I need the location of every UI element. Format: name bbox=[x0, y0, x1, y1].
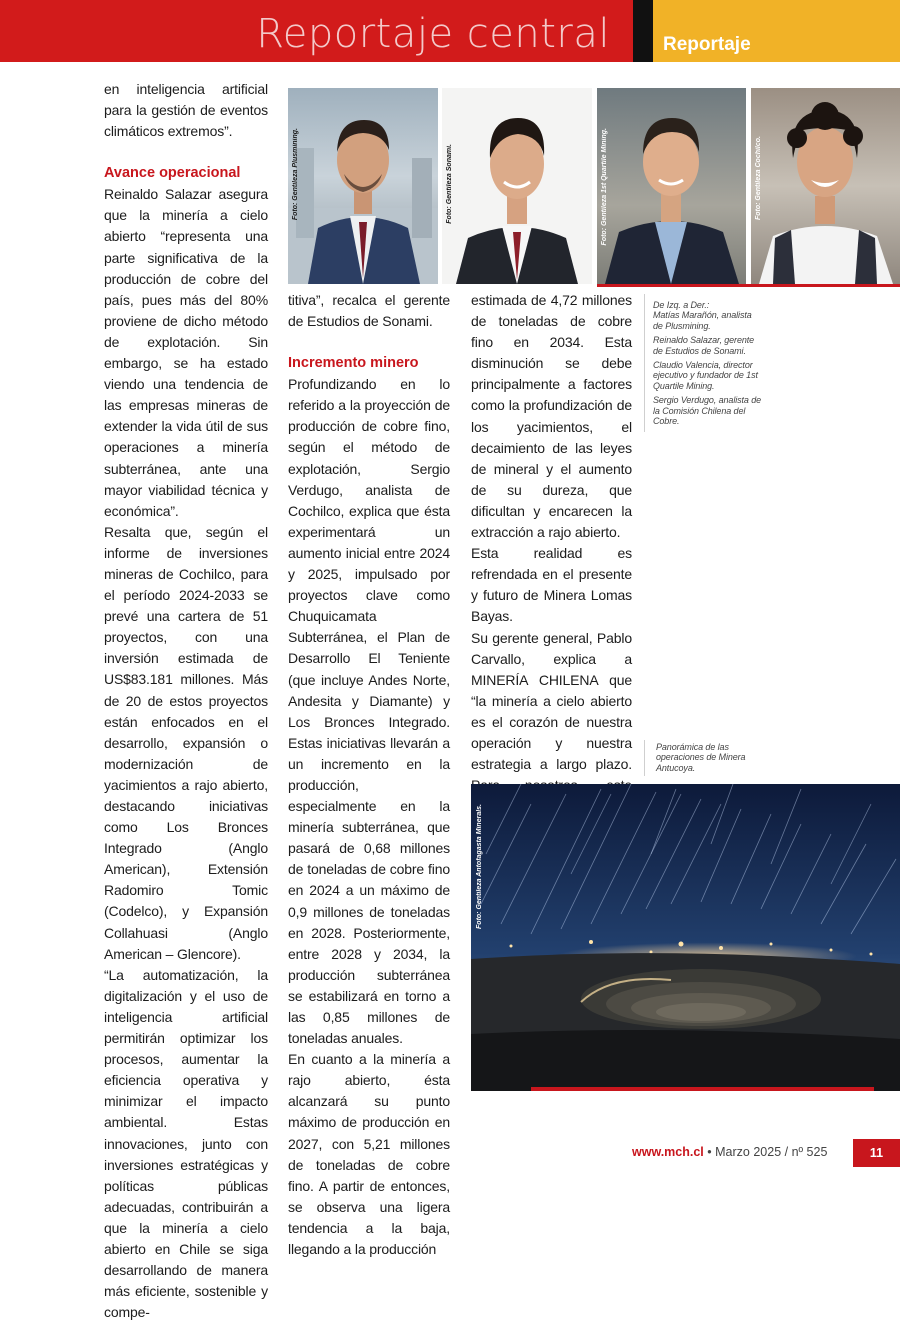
caption-divider bbox=[644, 740, 645, 776]
paragraph: en inteligencia artificial para la gestión de eventos climáticos extremos”. bbox=[104, 81, 268, 140]
caption-line: Claudio Valencia, director ejecutivo y fundador de 1st Quartile Mining. bbox=[653, 360, 758, 391]
person-illustration bbox=[597, 88, 746, 284]
paragraph: Profundizando en lo referido a la proyección de producción de cobre fino, según el método de explotación, Sergio Verdugo, analista de Cochilco, explica que ésta experimentará un aumento inicial entre 2024 y 2025, impulsado por proyectos clave como Chuquicamata Subterránea, el Plan de Desarrollo El Teniente (que incluye Andes Norte, Andesita y Diamante) y Los Bronces Integrado. Estas iniciativas llevarán a un incremento en la producción, especialmente en la minería subterránea, que pasará de 0,68 millones de toneladas de cobre fino en 2024 a un máximo de 0,9 millones de toneladas en 2028. Posteriormente, entre 2028 y 2034, la producción subterránea se estabilizará en torno a las 0,85 millones de toneladas anuales. bbox=[288, 376, 450, 1047]
page-title: Reportaje central bbox=[256, 11, 610, 57]
photo-credit: Foto: Gentileza Cochilco. bbox=[755, 136, 762, 221]
caption-people bbox=[653, 300, 763, 430]
paragraph: Esta realidad es refrendada en el presente y futuro de Minera Lomas Bayas. bbox=[471, 545, 632, 625]
mine-night-photo bbox=[471, 784, 900, 1091]
caption-line: Sergio Verdugo, analista de la Comisión Chilena del Cobre. bbox=[653, 395, 762, 427]
footer bbox=[632, 1144, 827, 1160]
portrait-photo-claudio-valencia bbox=[597, 88, 746, 284]
caption-intro: De Izq. a Der.: bbox=[653, 300, 710, 310]
subheading-avance-operacional: Avance operacional bbox=[104, 165, 241, 182]
caption-divider bbox=[644, 294, 645, 432]
footer-website-link[interactable]: www.mch.cl bbox=[632, 1145, 704, 1159]
portrait-photo-matias-maranon bbox=[288, 88, 438, 284]
star-trails-illustration bbox=[471, 784, 900, 1091]
accent-rule bbox=[597, 284, 900, 287]
footer-bullet: • bbox=[707, 1145, 712, 1159]
caption-line: Matías Marañón, analista de Plusmining. bbox=[653, 310, 752, 331]
page-number: 11 bbox=[853, 1139, 900, 1167]
paragraph: Su gerente general, Pablo Carvallo, explica a MINERÍA CHILENA que “la minería a cielo abierto es el corazón de nuestra operación y nuestra estrategia a largo plazo. bbox=[471, 629, 632, 773]
person-illustration bbox=[442, 88, 592, 284]
caption-line: Reinaldo Salazar, gerente de Estudios de Sonami. bbox=[653, 335, 755, 356]
footer-issue: Marzo 2025 / nº 525 bbox=[715, 1145, 828, 1159]
caption-mine: Panorámica de las operaciones de Minera Antucoya. bbox=[656, 742, 746, 773]
header-black-band bbox=[633, 0, 653, 62]
paragraph: “La automatización, la digitalización y el uso de inteligencia artificial permitirán optimizar los procesos, aumentar la eficiencia operativa y minimizar el impacto ambiental. Estas innovaciones, junto con inversiones estratégicas y políticas públicas adecuadas, contribuirán a que la minería a cielo abierto en Chile se siga desarrollando de manera más eficiente, sostenible y compe- bbox=[104, 966, 268, 1321]
paragraph: En cuanto a la minería a rajo abierto, ésta alcanzará su punto máximo de producción en 2027, con 5,21 millones de toneladas de cobre fino. A partir de entonces, se observa una ligera tendencia a la baja, llegando a la producción bbox=[288, 1051, 450, 1258]
subheading-incremento-minero: Incremento minero bbox=[288, 355, 419, 372]
photo-credit: Foto: Gentileza 1st Quartile Mining. bbox=[601, 128, 608, 246]
paragraph: estimada de 4,72 millones de toneladas de cobre fino en 2034. Esta disminución se debe principalmente a factores como la profundización de los yacimientos, el decaimiento de las leyes de mineral y el aumento de su dureza, que dificultan y encarecen la extracción a rajo abierto. bbox=[471, 292, 632, 541]
paragraph: titiva”, recalca el gerente de Estudios de Sonami. bbox=[288, 292, 450, 330]
photo-credit: Foto: Gentileza Plusmining. bbox=[292, 128, 299, 221]
section-label: Reportaje bbox=[663, 34, 751, 55]
photo-credit: Foto: Gentileza Antofagasta Minerals. bbox=[476, 804, 483, 929]
accent-rule bbox=[531, 1087, 874, 1091]
person-illustration bbox=[288, 88, 438, 284]
portrait-photo-reinaldo-salazar bbox=[442, 88, 592, 284]
text-column-2 bbox=[288, 290, 450, 1260]
photo-credit: Foto: Gentileza Sonami. bbox=[446, 144, 453, 224]
person-illustration bbox=[751, 88, 900, 284]
paragraph: Reinaldo Salazar asegura que la minería a cielo abierto “representa una parte significativa de la producción de cobre del país, pues más del 80% proviene de dicho método de explotación. Sin embargo, se ha estado viendo una tendencia de las empresas mineras de extender la vida útil de sus operaciones a minería subterránea, ante una mayor viabilidad técnica y económica”. bbox=[104, 186, 268, 519]
portrait-photo-sergio-verdugo bbox=[751, 88, 900, 284]
text-column-1 bbox=[104, 79, 268, 1323]
paragraph: Resalta que, según el informe de inversiones mineras de Cochilco, para el período 2024-2033 se prevé una cartera de 51 proyectos, con una inversión estimada de US$83.181 millones. Más de 20 de estos proyectos están enfocados en el desarrollo, expansión o modernización de yacimientos a rajo abierto, destacando iniciativas como Los Bronces Integrado (Anglo American), Extensión Radomiro Tomic (Codelco), y Expansión Collahuasi (Anglo American – Glencore). bbox=[104, 523, 268, 962]
